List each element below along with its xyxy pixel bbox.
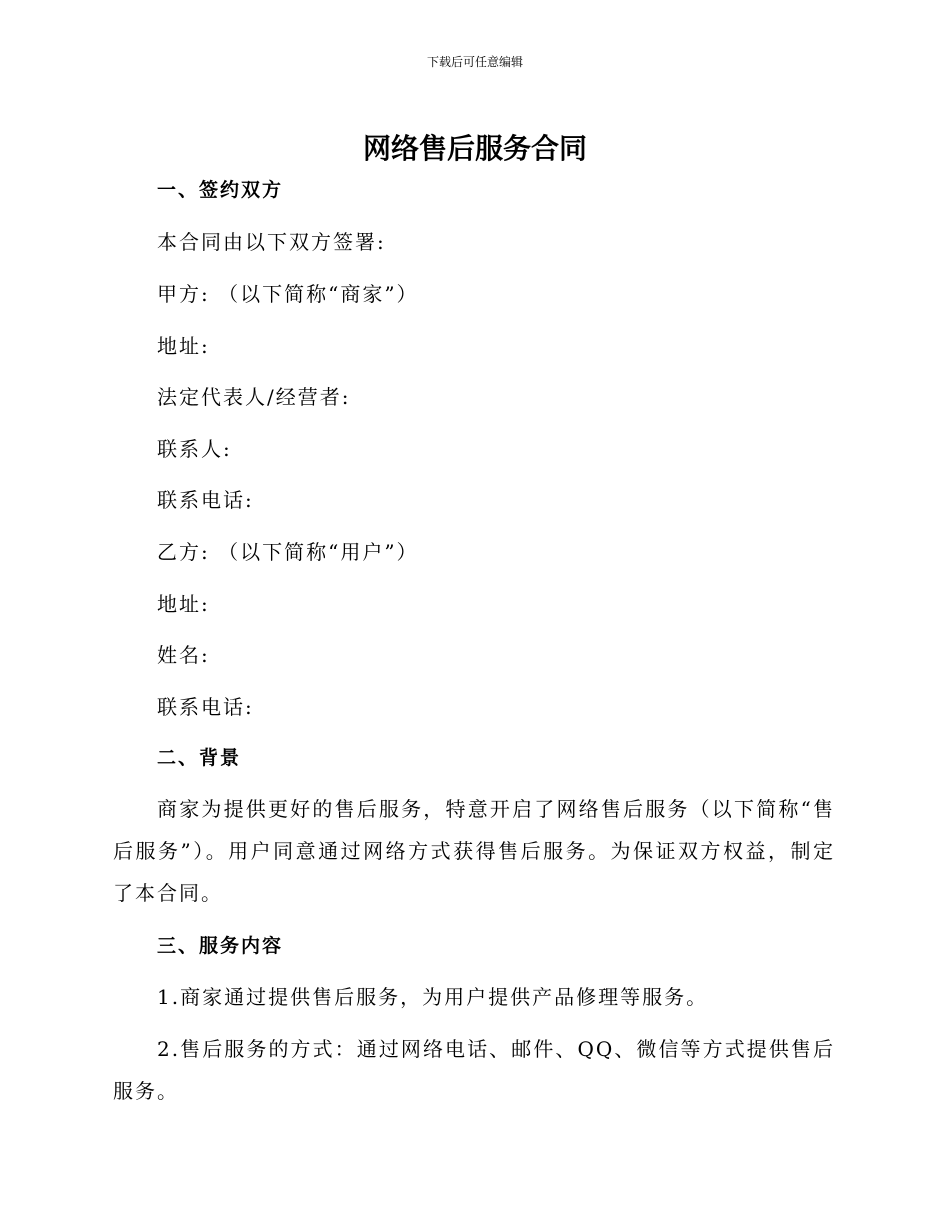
- party-a-address: 地址:: [157, 334, 210, 358]
- section1-heading: 一、签约双方: [157, 179, 284, 201]
- party-a-phone: 联系电话:: [157, 488, 254, 512]
- document-title: 网络售后服务合同: [362, 132, 587, 165]
- section3-heading: 三、服务内容: [157, 935, 284, 957]
- service-item-1: 1.商家通过提供售后服务，为用户提供产品修理等服务。: [157, 985, 709, 1009]
- party-a-contact: 联系人:: [157, 437, 232, 461]
- background-paragraph: 商家为提供更好的售后服务，特意开启了网络售后服务（以下简称“售后服务”）。用户同意通过网络方式获得售后服务。为保证双方权益，制定了本合同。: [113, 797, 835, 905]
- service-item-2: 2.售后服务的方式：通过网络电话、邮件、QQ、微信等方式提供售后服务。: [113, 1037, 835, 1103]
- header-note: 下载后可任意编辑: [426, 55, 523, 69]
- party-b-address: 地址:: [157, 592, 210, 616]
- party-b-line: 乙方: （以下简称“用户”）: [157, 540, 419, 564]
- section2-heading: 二、背景: [157, 747, 242, 769]
- signing-intro: 本合同由以下双方签署:: [157, 230, 386, 254]
- party-a-representative: 法定代表人/经营者:: [157, 385, 351, 409]
- party-b-phone: 联系电话:: [157, 695, 254, 719]
- party-b-name: 姓名:: [157, 643, 210, 667]
- party-a-line: 甲方: （以下简称“商家”）: [157, 282, 419, 306]
